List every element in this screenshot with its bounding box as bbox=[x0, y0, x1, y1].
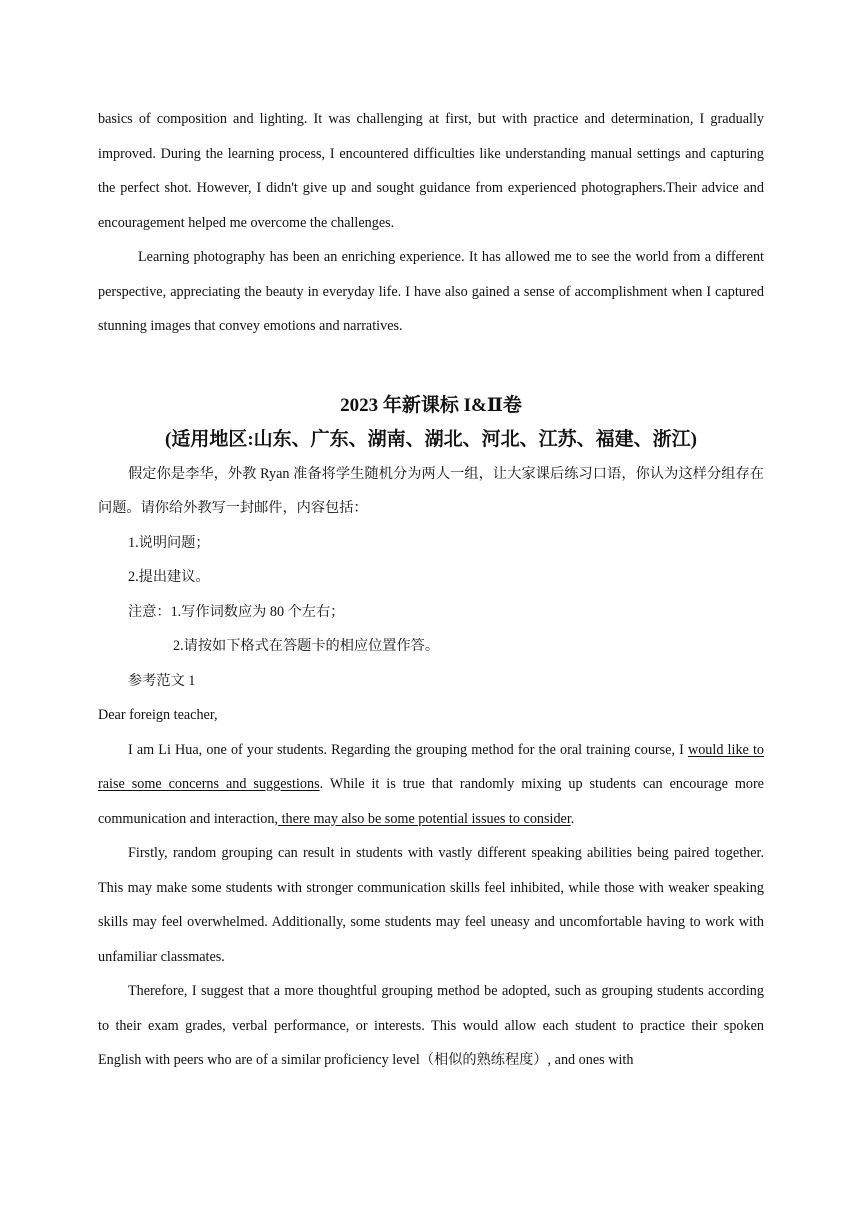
letter-p1-text-b: . While it is true that randomly mixing up students can encourage more communication and interaction, bbox=[98, 776, 764, 827]
task-note-1: 注意：1.写作词数应为 80 个左右； bbox=[128, 603, 345, 620]
intro-paragraph-1: basics of composition and lighting. It was challenging at first, but with practice and determination, I gradually improved. During the learning process, I encountered difficulties like understanding manual settings and capturing the perfect shot. However, I didn't give up and sought guidance from experienced photographers.Their advice and encouragement helped me overcome the challenges. bbox=[98, 111, 764, 231]
sample-label: 参考范文 1 bbox=[128, 672, 196, 689]
letter-p1-underlined-2: there may also be some potential issues to consider bbox=[278, 810, 571, 827]
task-note-2: 2.请按如下格式在答题卡的相应位置作答。 bbox=[173, 638, 440, 654]
letter-paragraph-1 bbox=[98, 733, 764, 837]
section-title: 2023 年新课标 I&Ⅱ卷 bbox=[340, 394, 522, 416]
letter-p1-text-a: I am Li Hua, one of your students. Regarding the grouping method for the oral training course, I bbox=[128, 741, 688, 758]
letter-p1-text-c: . bbox=[570, 810, 575, 827]
document-page bbox=[98, 102, 764, 1078]
task-item-2: 2.提出建议。 bbox=[128, 569, 210, 585]
letter-paragraph-2: Firstly, random grouping can result in students with vastly different speaking abilities being paired together. This may make some students with stronger communication skills feel inhibited, while those with weaker speaking skills may feel overwhelmed. Additionally, some students may feel uneasy and uncomfortable having to work with unfamiliar classmates. bbox=[98, 845, 764, 965]
letter-salutation: Dear foreign teacher, bbox=[98, 707, 218, 723]
task-prompt: 假定你是李华，外教 Ryan 准备将学生随机分为两人一组，让大家课后练习口语，你认为这样分组存在问题。请你给外教写一封邮件，内容包括： bbox=[98, 465, 764, 516]
section-subtitle: (适用地区:山东、广东、湖南、湖北、河北、江苏、福建、浙江) bbox=[165, 428, 697, 450]
task-item-1: 1.说明问题； bbox=[128, 534, 210, 551]
intro-paragraph-2: Learning photography has been an enriching experience. It has allowed me to see the world from a different perspective, appreciating the beauty in everyday life. I have also gained a sense of accomplishment when I captured stunning images that convey emotions and narratives. bbox=[98, 249, 764, 334]
letter-p1-underlined-1: would like to raise some concerns and suggestions bbox=[98, 741, 764, 792]
letter-paragraph-3: Therefore, I suggest that a more thoughtful grouping method be adopted, such as grouping students according to their exam grades, verbal performance, or interests. This would allow each student to practice their spoken English with peers who are of a similar proficiency level（相似的熟练程度）, and ones with bbox=[98, 983, 764, 1068]
